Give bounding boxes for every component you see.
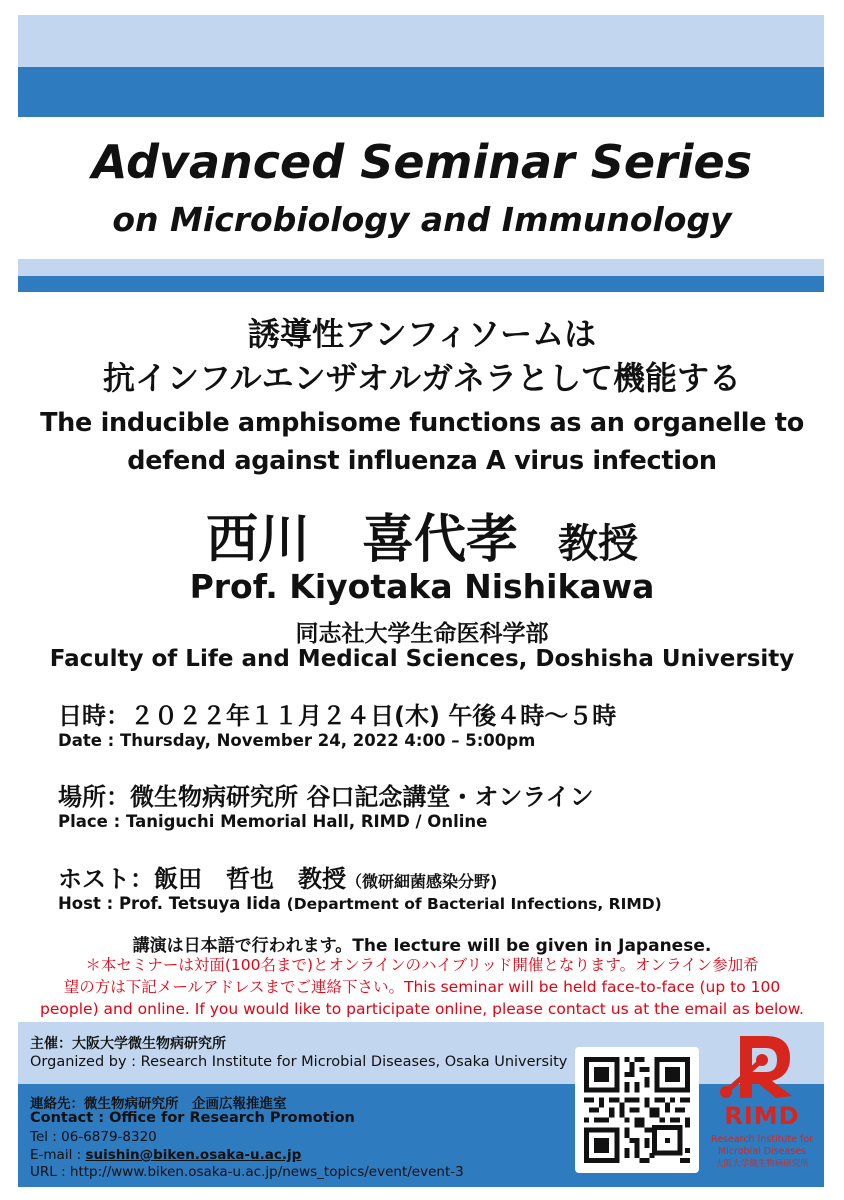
organizer-jp: 主催：大阪大学微生物病研究所 [30,1036,226,1052]
lecture-title-en-line2: defend against influenza A virus infection [127,446,717,476]
speaker-affiliation-jp: 同志社大学生命医科学部 [295,621,549,647]
speaker-name-en: Prof. Kiyotaka Nishikawa [189,567,655,606]
host-jp [58,859,497,894]
place-jp: 場所：微生物病研究所 谷口記念講堂・オンライン [58,783,594,811]
divider-band-light [18,259,824,276]
speaker-family-name-jp: 西川 [205,510,310,570]
rimd-logo-text: RIMD [724,1102,800,1130]
speaker-name-jp [0,497,844,572]
series-title-line2: on Microbiology and Immunology [112,200,732,239]
host-jp-main: ホスト：飯田 哲也 教授 [58,865,346,893]
rimd-caption-line1: Research Institute for [710,1134,814,1145]
host-en [58,894,662,913]
rimd-logo-caption [704,1134,820,1170]
rimd-logo-mark [704,1026,820,1106]
contact-jp: 連絡先：微生物病研究所 企画広報推進室 [30,1096,287,1112]
hybrid-note-line1: ＊本セミナーは対面(100名まで)とオンラインのハイブリッド開催となります。オンライン参加希 [85,956,759,974]
rimd-logo [704,1026,820,1186]
contact-url[interactable]: URL : http://www.biken.osaka-u.ac.jp/news_topics/event/event-3 [30,1164,464,1180]
host-jp-note: （微研細菌感染分野) [346,872,498,891]
rimd-caption-line2: Microbial Diseases [717,1146,807,1157]
speaker-affiliation-en: Faculty of Life and Medical Sciences, Doshisha University [49,646,795,672]
organizer-en: Organized by : Research Institute for Microbial Diseases, Osaka University [30,1054,568,1070]
date-jp: 日時：２０２２年１１月２４日(木) 午後４時〜５時 [58,702,617,730]
language-note: 講演は日本語で行われます。The lecture will be given in Japanese. [132,936,712,956]
qr-code-image [584,1057,690,1163]
place-en: Place : Taniguchi Memorial Hall, RIMD / Online [58,812,488,831]
series-title-line1: Advanced Seminar Series [91,135,753,189]
hybrid-note-line2: 望の方は下記メールアドレスまでご連絡下さい。This seminar will be held face-to-face (up to 100 [63,978,781,996]
email-link[interactable]: suishin@biken.osaka-u.ac.jp [85,1147,302,1163]
hybrid-note-line3: people) and online. If you would like to participate online, please contact us at the email as below. [40,1000,804,1018]
host-en-main: Host : Prof. Tetsuya Iida [58,894,281,913]
rimd-caption-line3: 大阪大学微生物病研究所 [715,1159,809,1169]
header-band-dark [18,67,824,117]
lecture-title-jp-line2: 抗インフルエンザオルガネラとして機能する [102,359,742,397]
host-en-note: (Department of Bacterial Infections, RIMD) [286,895,662,913]
date-en: Date : Thursday, November 24, 2022 4:00 – 5:00pm [58,731,536,750]
speaker-given-name-jp: 喜代孝 [362,510,519,570]
lecture-title-en-line1: The inducible amphisome functions as an organelle to [40,408,804,438]
contact-email [30,1147,301,1163]
speaker-role-jp: 教授 [558,521,639,567]
email-label: E-mail : [30,1147,86,1163]
divider-band-dark [18,276,824,292]
contact-en: Contact : Office for Research Promotion [30,1110,355,1126]
header-band-light [18,15,824,67]
qr-code [575,1047,699,1173]
lecture-title-jp-line1: 誘導性アンフィソームは [247,315,597,353]
contact-tel: Tel : 06-6879-8320 [30,1129,157,1145]
